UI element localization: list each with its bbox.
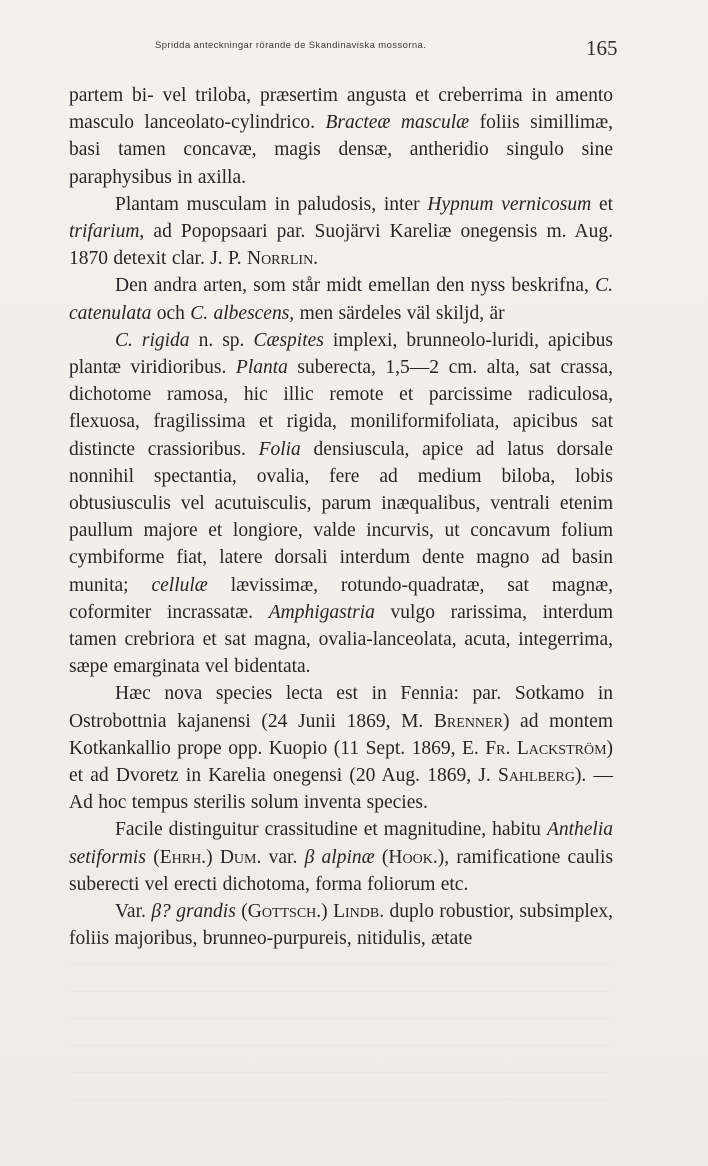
text-run: ( [381, 846, 389, 868]
author-name: Hook. [388, 846, 438, 868]
italic-term: Hypnum vernicosum [427, 193, 592, 215]
text-run: ) ad montem Kotkankallio prope opp. Kuopio (11 Sept. 1869, E. [69, 710, 614, 759]
author-name: Norrlin. [246, 248, 319, 270]
text-run: Facile distinguitur crassitudine et magnitudine, habitu [115, 819, 541, 841]
paragraph-3 [69, 272, 613, 326]
author-name: Ehrh. [159, 846, 207, 868]
author-name: Brenner [433, 710, 503, 732]
text-run: ) [321, 901, 328, 923]
text-run: Plantam musculam in paludosis, inter [115, 193, 420, 215]
text-run: Hæc nova species lecta est in Fennia: par. Sotkamo in Ostrobottnia kajanensi (24 Junii 1869, M. [69, 683, 613, 732]
page-number: 165 [586, 36, 618, 60]
text-run: ) et ad Dvoretz in Karelia onegensi (20 Aug. 1869, J. [69, 737, 614, 787]
running-head: Spridda anteckningar rörande de Skandinaviska mossorna. [155, 40, 427, 51]
paragraph-5 [69, 680, 613, 816]
text-run: Var. [115, 901, 146, 923]
text-run: n. sp. [198, 329, 245, 351]
text-run: Den andra arten, som står midt emellan den nyss beskrifna, [115, 275, 589, 297]
italic-term: Cæspites [253, 329, 324, 351]
text-run: ad Popopsaari par. Suojärvi Kareliæ onegensis m. Aug. 1870 detexit clar. J. P. [69, 221, 613, 270]
italic-term: Anthelia setiformis [69, 819, 614, 868]
author-name: Lindb. [333, 901, 385, 923]
paragraph-1 [69, 82, 613, 191]
text-run: vulgo rarissima, interdum tamen crebriora et sat magna, ovalia-lanceolata, acuta, integerrima, sæpe emarginata vel bidentata. [69, 601, 614, 678]
italic-term: cellulæ [151, 574, 208, 596]
italic-term: Planta [235, 357, 288, 379]
body-text [69, 82, 613, 953]
text-run: lævissimæ, rotundo-quadratæ, sat magnæ, coformiter incrassatæ. [69, 574, 614, 623]
text-run: ( [241, 901, 248, 923]
text-run: partem bi- vel triloba, præsertim angusta et creberrima in amento masculo lanceolato-cylindrico. [69, 85, 613, 134]
author-name: Fr. Lackström [485, 737, 607, 759]
text-run: et [598, 193, 614, 215]
text-run: implexi, brunneolo-luridi, apicibus plantæ viridioribus. [69, 329, 614, 379]
text-run: duplo robustior, subsimplex, foliis majoribus, brunneo-purpureis, nitidulis, ætate [69, 901, 614, 950]
italic-term: Amphigastria [268, 601, 375, 623]
show-through-text [70, 940, 610, 1100]
text-run: foliis simillimæ, basi tamen concavæ, magis densæ, antheridio singulo sine paraphysibus in axilla. [69, 112, 614, 188]
text-run: ) [206, 846, 213, 868]
species-name: C. rigida [115, 329, 190, 351]
text-run: var. [268, 846, 298, 868]
italic-term: β? grandis [151, 901, 236, 923]
italic-term: Folia [258, 438, 301, 460]
italic-term: C. catenulata [69, 275, 614, 324]
author-name: Dum. [219, 846, 262, 868]
author-name: Gottsch. [247, 901, 322, 923]
text-run: suberecta, 1,5—2 cm. alta, sat crassa, dichotome ramosa, hic illic remote et parcissime radiculosa, flexuosa, fragilissima et rigida, moniliformifoliata, apicibus sat distincte crassioribus. [69, 357, 614, 460]
text-run: men särdeles väl skiljd, är [299, 302, 505, 324]
paragraph-4 [69, 327, 613, 681]
italic-term: Bracteæ masculæ [325, 112, 470, 134]
text-run: ( [153, 846, 160, 868]
text-run: densiuscula, apice ad latus dorsale nonnihil spectantia, ovalia, fere ad medium biloba, lobis obtusiusculis vel acutuisculis, parum inæqualibus, ventrali etenim paullum majore et longiore, valde incurvis, ut concavum folium cymbiforme fiat, latere dorsali interdum dente magno ad basin munita; [69, 438, 614, 596]
italic-term: β alpinæ [304, 846, 375, 868]
text-run: och [156, 302, 185, 324]
text-run: ). — Ad hoc tempus sterilis solum inventa species. [69, 765, 614, 814]
paragraph-2 [69, 191, 613, 273]
text-run: ), ramificatione caulis suberecti vel erecti dichotoma, forma foliorum etc. [69, 846, 614, 895]
author-name: Sahlberg [497, 765, 575, 787]
italic-term: C. albescens, [190, 302, 295, 324]
paragraph-6 [69, 816, 613, 898]
italic-term: trifarium, [69, 221, 145, 243]
